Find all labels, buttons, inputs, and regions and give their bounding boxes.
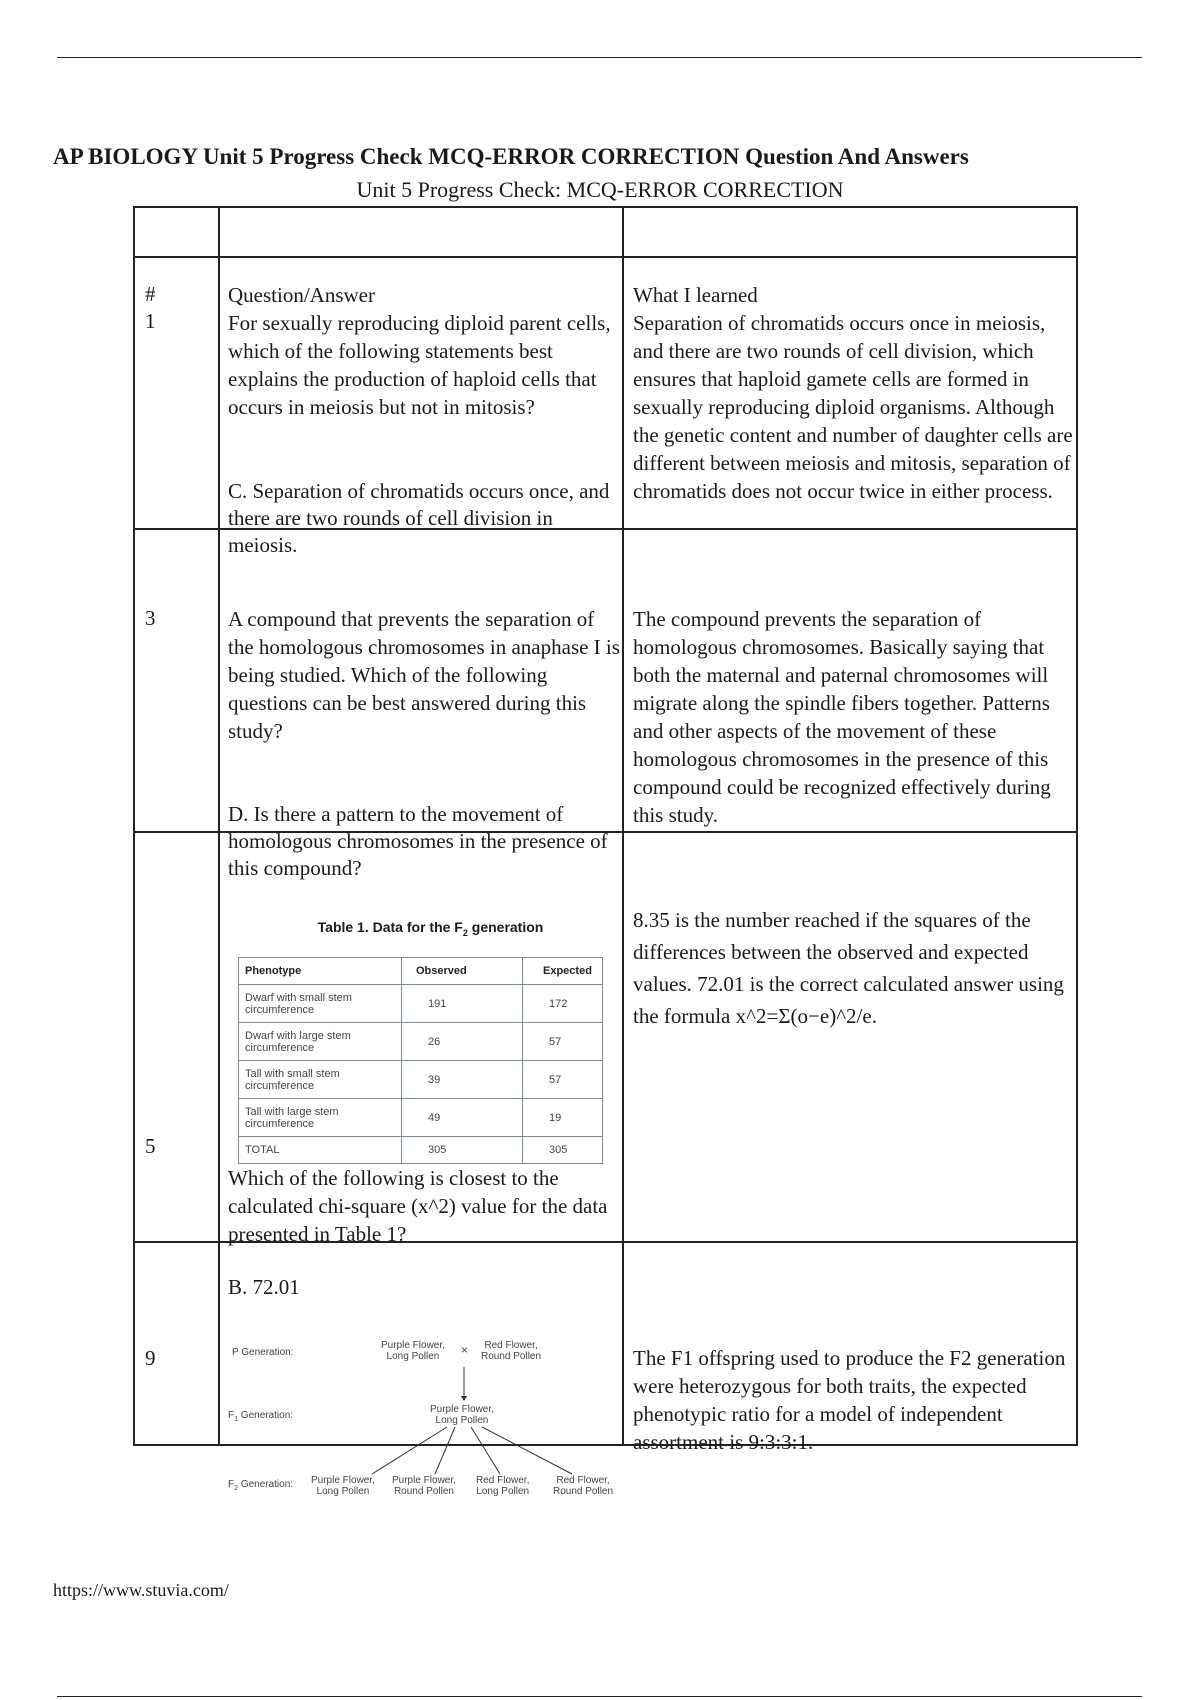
- chi-table-row: Tall with large stem circumference 49 19: [239, 1099, 603, 1137]
- answer-text: D. Is there a pattern to the movement of homologous chromosomes in the presence of this compound?: [228, 802, 608, 880]
- p-generation-label: P Generation:: [232, 1347, 294, 1358]
- chi-table-row: Dwarf with small stem circumference 191 172: [239, 985, 603, 1023]
- chi-table: [238, 957, 603, 1164]
- document-subtitle: Unit 5 Progress Check: MCQ-ERROR CORRECTION: [356, 177, 844, 202]
- question-number: 3: [145, 606, 156, 630]
- chi-table-row: Tall with small stem circumference 39 57: [239, 1061, 603, 1099]
- table-border-right: [1076, 206, 1078, 1446]
- f1-offspring: Purple Flower, Long Pollen: [430, 1404, 494, 1426]
- question-text: A compound that prevents the separation of the homologous chromosomes in anaphase I is being studied. Which of the following questions can be best answered during this study?: [228, 607, 620, 743]
- top-rule: [57, 57, 1142, 58]
- p-parent-red-round: Red Flower, Round Pollen: [481, 1340, 542, 1362]
- learned-text: The compound prevents the separation of homologous chromosomes. Basically saying that both the maternal and paternal chromosomes will migrate along the spindle fibers together. Patterns and other aspects of the movement of these homologous chromosomes in the presence of this compound could be recognized effectively during this study.: [633, 607, 1051, 827]
- learned-text: Separation of chromatids occurs once in meiosis, and there are two rounds of cell division, which ensures that haploid gamete cells are formed in sexually reproducing diploid organisms. Although the genetic content and number of daughter cells are different between meiosis and mitosis, separation of chromatids does not occur twice in either process.: [633, 311, 1073, 503]
- cross-symbol: ×: [461, 1343, 469, 1357]
- answer-text: B. 72.01: [228, 1275, 300, 1299]
- f2-generation-label: $F_2$ Generation:: [228, 1479, 294, 1492]
- chi-table-row: Dwarf with large stem circumference 26 57: [239, 1023, 603, 1061]
- chi-col-expected: Expected: [523, 958, 603, 985]
- answer-text: C. Separation of chromatids occurs once, and there are two rounds of cell division in meiosis.: [228, 479, 610, 557]
- bottom-rule: [57, 1696, 1142, 1697]
- chi-col-phenotype: Phenotype: [239, 958, 402, 985]
- document-title: AP BIOLOGY Unit 5 Progress Check MCQ-ERROR CORRECTION Question And Answers: [53, 144, 969, 169]
- table-col-divider: [218, 206, 220, 1446]
- table-border-left: [133, 206, 135, 1446]
- question-number: 1: [145, 309, 156, 333]
- f1-generation-label: $F_1$ Generation:: [228, 1410, 294, 1423]
- table-border-top: [133, 206, 1078, 208]
- chi-square-data-table: [238, 915, 623, 1175]
- chi-table-caption: Table 1. Data for the $F_2$ generation: [317, 919, 544, 938]
- header-what-i-learned: What I learned: [633, 283, 758, 307]
- question-number: 9: [145, 1346, 156, 1370]
- learned-text: The F1 offspring used to produce the F2 generation were heterozygous for both traits, the expected phenotypic ratio for a model of independent assortment is 9:3:3:1.: [633, 1346, 1066, 1454]
- table-row-divider: [133, 256, 1078, 258]
- f2-offspring: Purple Flower, Round Pollen: [392, 1475, 456, 1497]
- question-text: Which of the following is closest to the calculated chi-square (x^2) value for the data presented in Table 1?: [228, 1166, 608, 1246]
- learned-text: 8.35 is the number reached if the squares of the differences between the observed and expected values. 72.01 is the correct calculated answer using the formula x^2=Σ(o−e)^2/e.: [633, 908, 1064, 1028]
- chi-col-observed: Observed: [402, 958, 523, 985]
- footer-url[interactable]: https://www.stuvia.com/: [53, 1580, 229, 1600]
- header-question-answer: Question/Answer: [228, 283, 375, 307]
- f2-offspring: Purple Flower, Long Pollen: [311, 1475, 375, 1497]
- header-number: #: [145, 282, 156, 306]
- error-correction-table: [133, 206, 1078, 1454]
- question-text: For sexually reproducing diploid parent cells, which of the following statements best explains the production of haploid cells that occurs in meiosis but not in mitosis?: [228, 311, 611, 419]
- p-parent-purple-long: Purple Flower, Long Pollen: [381, 1340, 445, 1362]
- chi-table-row: TOTAL 305 305: [239, 1137, 603, 1164]
- f2-offspring: Red Flower, Long Pollen: [476, 1475, 530, 1497]
- f2-offspring: Red Flower, Round Pollen: [553, 1475, 614, 1497]
- question-number: 5: [145, 1134, 156, 1158]
